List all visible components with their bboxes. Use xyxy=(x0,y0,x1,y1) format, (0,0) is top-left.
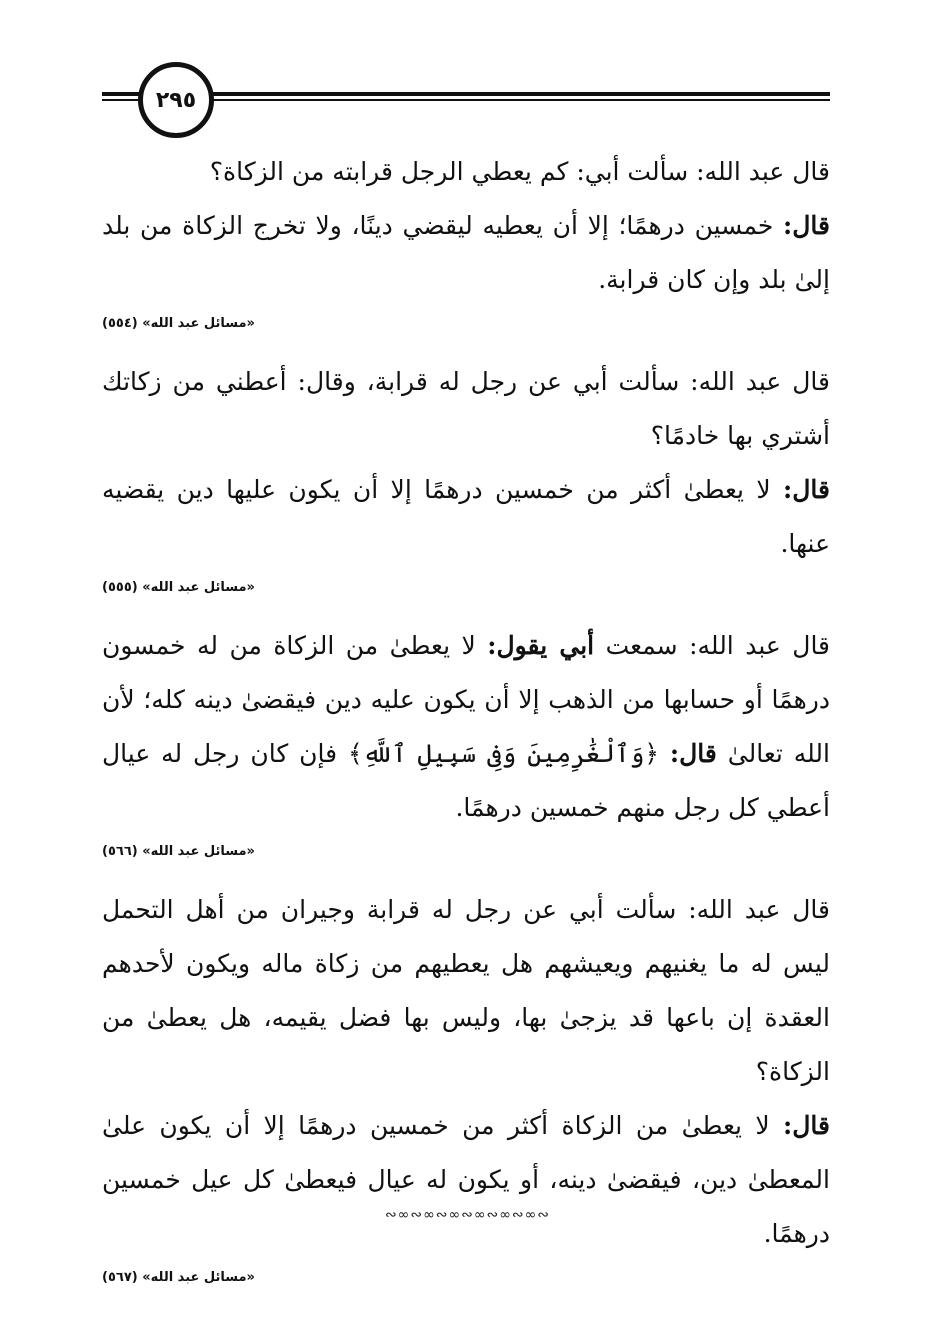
paragraph xyxy=(102,355,830,463)
footer-ornament: ∾∞∾∞∾∞∾∞∾∞∾∞∾ xyxy=(384,1207,551,1223)
page-number-badge xyxy=(138,62,214,138)
narration-text: قال عبد الله: سمعت xyxy=(594,631,831,660)
narration-text: لا يعطىٰ من الزكاة من له خمسون درهمًا أو حسابها من الذهب إلا أن يكون عليه دين فيقضىٰ دينه كله؛ لأن الله تعالىٰ xyxy=(102,631,830,768)
source-reference: «مسائل عبد الله» (٥٦٦) xyxy=(102,844,255,859)
speaker-label: قال: xyxy=(783,211,830,240)
question-text: قال عبد الله: سألت أبي عن رجل له قرابة، وقال: أعطني من زكاتك أشتري بها خادمًا؟ xyxy=(102,367,830,450)
paragraph xyxy=(102,199,830,307)
answer-text: لا يعطىٰ من الزكاة أكثر من خمسين درهمًا إلا أن يكون علىٰ المعطىٰ دين، فيقضىٰ دينه، أو يكون له عيال فيعطىٰ كل عيل خمسين درهمًا. xyxy=(102,1111,830,1248)
source-reference: «مسائل عبد الله» (٥٦٧) xyxy=(102,1270,255,1285)
page-header xyxy=(102,60,830,140)
question-text: قال عبد الله: سألت أبي عن رجل له قرابة وجيران من أهل التحمل ليس له ما يغنيهم ويعيشهم هل يعطيهم من زكاة ماله ويكون لأحدهم العقدة إن باعها قد يزجىٰ بها، وليس بها فضل يقيمه، هل يعطىٰ من الزكاة؟ xyxy=(102,895,830,1086)
quran-verse: ﴿وَٱلْغَٰرِمِينَ وَفِى سَبِيلِ ٱللَّهِ﴾ xyxy=(337,739,670,768)
paragraph xyxy=(102,619,830,835)
source-reference: «مسائل عبد الله» (٥٥٥) xyxy=(102,580,255,595)
paragraph xyxy=(102,1099,830,1261)
paragraph xyxy=(102,883,830,1099)
page-number: ٢٩٥ xyxy=(155,87,197,113)
answer-text: خمسين درهمًا؛ إلا أن يعطيه ليقضي دينًا، ولا تخرج الزكاة من بلد إلىٰ بلد وإن كان قرابة. xyxy=(102,211,830,294)
source-reference: «مسائل عبد الله» (٥٥٤) xyxy=(102,316,255,331)
paragraph xyxy=(102,145,830,199)
speaker-label: أبي يقول: xyxy=(487,631,595,660)
question-text: قال عبد الله: سألت أبي: كم يعطي الرجل قرابته من الزكاة؟ xyxy=(209,157,830,186)
answer-text: لا يعطىٰ أكثر من خمسين درهمًا إلا أن يكون عليها دين يقضيه عنها. xyxy=(102,475,830,558)
page-body xyxy=(102,145,830,1309)
speaker-label: قال: xyxy=(669,739,717,768)
narration-text: فإن كان رجل له عيال أعطي كل رجل منهم خمسين درهمًا. xyxy=(102,739,830,822)
paragraph xyxy=(102,463,830,571)
speaker-label: قال: xyxy=(783,1111,830,1140)
speaker-label: قال: xyxy=(783,475,830,504)
